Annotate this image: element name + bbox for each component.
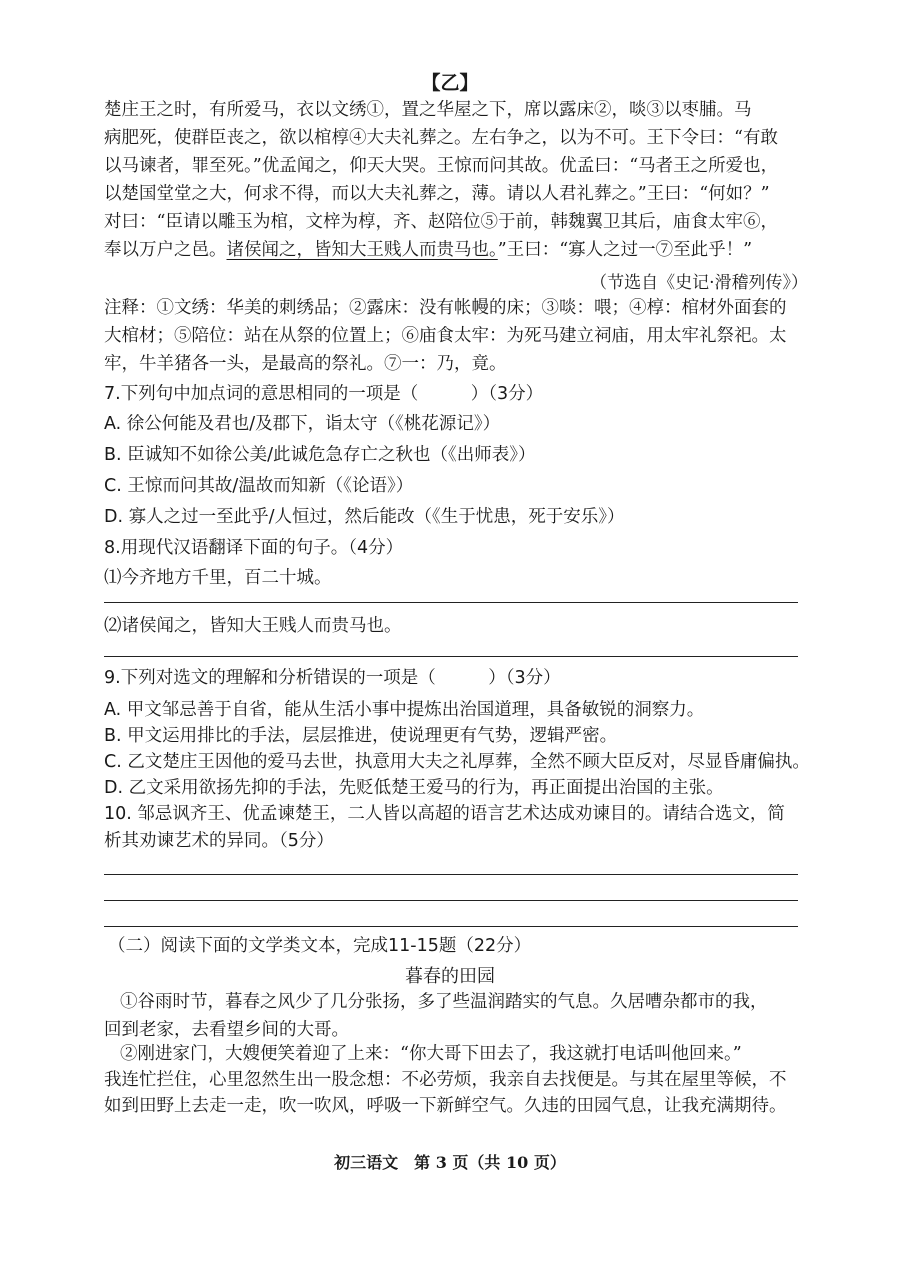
- part2-heading: （二）阅读下面的文学类文本，完成11-15题（22分）: [108, 936, 532, 956]
- q8-item-1: ⑴今齐地方千里，百二十城。: [104, 568, 332, 588]
- passage-line: 对曰：“臣请以雕玉为棺，文梓为椁，齐、赵陪位⑤于前，韩魏翼卫其后，庙食太牢⑥，: [104, 212, 778, 232]
- story-line: ②刚进家门，大嫂便笑着迎了上来：“你大哥下田去了，我这就打电话叫他回来。”: [120, 1044, 742, 1064]
- q7-option-d: D. 寡人之过一至此乎/人恒过，然后能改（《生于忧患，死于安乐》）: [104, 507, 625, 527]
- underlined-sentence: 诸侯闻之，皆知大王贱人而贵马也。: [226, 240, 498, 260]
- passage-line: 楚庄王之时，有所爱马，衣以文绣①，置之华屋之下，席以露床②，啖③以枣脯。马: [104, 100, 752, 120]
- q9-option-d: D. 乙文采用欲扬先抑的手法，先贬低楚王爱马的行为，再正面提出治国的主张。: [104, 778, 724, 798]
- answer-line: [104, 900, 798, 901]
- q9-option-a: A. 甲文邹忌善于自省，能从生活小事中提炼出治国道理，具备敏锐的洞察力。: [104, 700, 705, 720]
- q7-option-a: A. 徐公何能及君也/及郡下，诣太守（《桃花源记》）: [104, 414, 501, 434]
- story-line: 我连忙拦住，心里忽然生出一股念想：不必劳烦，我亲自去找便是。与其在屋里等候，不: [104, 1070, 787, 1090]
- notes-line: 牢，牛羊猪各一头，是最高的祭礼。⑦一：乃，竟。: [104, 354, 507, 374]
- story-line: ①谷雨时节，暮春之风少了几分张扬，多了些温润踏实的气息。久居嘈杂都市的我，: [120, 992, 768, 1012]
- passage-line: 病肥死，使群臣丧之，欲以棺椁④大夫礼葬之。左右争之，以为不可。王下令曰：“有敢: [104, 128, 778, 148]
- q7-stem: 7.下列句中加点词的意思相同的一项是（ ）（3分）: [104, 384, 544, 404]
- passage-last-suffix: ”王曰：“寡人之过一⑦至此乎！”: [497, 240, 753, 260]
- passage-line: 以楚国堂堂之大，何求不得，而以大夫礼葬之，薄。请以人君礼葬之。”王曰：“何如？”: [104, 184, 770, 204]
- passage-source: （节选自《史记·滑稽列传》）: [590, 273, 808, 293]
- q9-option-b: B. 甲文运用排比的手法，层层推进，使说理更有气势，逻辑严密。: [104, 726, 618, 746]
- q9-option-c: C. 乙文楚庄王因他的爱马去世，执意用大夫之礼厚葬，全然不顾大臣反对，尽显昏庸偏执。: [104, 752, 810, 772]
- story-title: 暮春的田园: [405, 966, 495, 987]
- answer-line: [104, 602, 798, 603]
- notes-line: 大棺材；⑤陪位：站在从祭的位置上；⑥庙食太牢：为死马建立祠庙，用太牢礼祭祀。太: [104, 326, 787, 346]
- page-footer: 初三语文 第 3 页（共 10 页）: [334, 1153, 566, 1172]
- q10-line: 10. 邹忌讽齐王、优孟谏楚王，二人皆以高超的语言艺术达成劝谏目的。请结合选文，简: [104, 804, 785, 824]
- story-line: 回到老家，去看望乡间的大哥。: [104, 1020, 349, 1040]
- answer-line: [104, 874, 798, 875]
- q8-item-2: ⑵诸侯闻之，皆知大王贱人而贵马也。: [104, 616, 402, 636]
- notes-line: 注释：①文绣：华美的刺绣品；②露床：没有帐幔的床；③啖：喂；④椁：棺材外面套的: [104, 298, 787, 318]
- story-line: 如到田野上去走一走，吹一吹风，呼吸一下新鲜空气。久违的田园气息，让我充满期待。: [104, 1096, 787, 1116]
- section-title: 【乙】: [421, 72, 479, 94]
- q7-option-c: C. 王惊而问其故/温故而知新（《论语》）: [104, 476, 414, 496]
- q10-line: 析其劝谏艺术的异同。（5分）: [104, 831, 334, 851]
- passage-line-last: [104, 238, 752, 262]
- q7-option-b: B. 臣诚知不如徐公美/此诚危急存亡之秋也（《出师表》）: [104, 445, 536, 465]
- answer-line: [104, 926, 798, 927]
- q8-stem: 8.用现代汉语翻译下面的句子。（4分）: [104, 538, 404, 558]
- q9-stem: 9.下列对选文的理解和分析错误的一项是（ ）（3分）: [104, 668, 561, 688]
- passage-line: 以马谏者，罪至死。”优孟闻之，仰天大哭。王惊而问其故。优孟曰：“马者王之所爱也，: [104, 156, 779, 176]
- answer-line: [104, 656, 798, 657]
- passage-last-prefix: 奉以万户之邑。: [104, 240, 227, 260]
